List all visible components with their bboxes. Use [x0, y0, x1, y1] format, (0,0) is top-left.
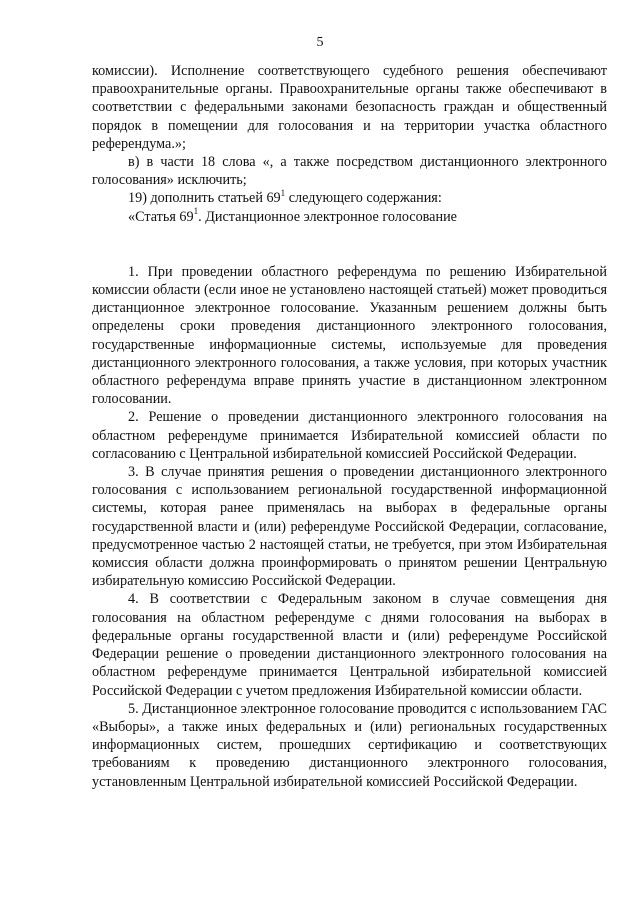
item-19-superscript: 1 [280, 187, 286, 198]
article-paragraph-2: 2. Решение о проведении дистанционного электронного голосования на областном референдуме принимается Избирательной комиссией области по согласованию с Центральной избирательной комиссией Российской Федерации. [92, 409, 607, 462]
document-body [92, 62, 607, 791]
article-paragraph-4: 4. В соответствии с Федеральным законом в случае совмещения дня голосования на областном референдуме с днями голосования на выборах в федеральные органы государственной власти и (или) референдуме Российской Федерации решение о проведении дистанционного электронного голосования на областном референдуме принимается Центральной избирательной комиссией Российской Федерации с учетом предложения Избирательной комиссии области. [92, 591, 607, 699]
article-heading-text: «Статья 69 [128, 208, 194, 225]
article-heading [92, 205, 607, 226]
item-19-text-end: следующего содержания: [285, 190, 442, 207]
article-paragraph-1: 1. При проведении областного референдума по решению Избирательной комиссии области (если иное не установлено настоящей статьей) может проводиться дистанционное электронное голосование. Указанным решением должны быть определены сроки проведения дистанционного электронного голосования, государственные информационные системы, используемые для проведения дистанционного электронного голосования, а также условия, при которых участник областного референдума вправе принять участие в дистанционном электронном голосовании. [92, 263, 607, 408]
paragraph-commission-continuation: комиссии). Исполнение соответствующего судебного решения обеспечивают правоохранительные органы. Правоохранительные органы также обеспечивают в соответствии с федеральными законами безопасность граждан и общественный порядок в помещении для голосования и на территории участка областного референдума.»; [92, 63, 607, 152]
article-paragraph-5: 5. Дистанционное электронное голосование проводится с использованием ГАС «Выборы», а также иных федеральных и (или) региональных государственных информационных систем, прошедших сертификацию и соответствующих требованиям к проведению дистанционного электронного голосования, установленным Центральной избирательной комиссией Российской Федерации. [92, 700, 607, 790]
paragraph-item-v: в) в части 18 слова «, а также посредством дистанционного электронного голосования» исключить; [92, 154, 607, 189]
item-19-text: 19) дополнить статьей 69 [128, 190, 281, 207]
page-number: 5 [316, 35, 324, 50]
article-paragraph-3: 3. В случае принятия решения о проведении дистанционного электронного голосования с использованием региональной государственной информационной системы, которая ранее применялась на выборах в федеральные органы государственной власти и (или) референдуме Российской Федерации, согласование, предусмотренное частью 2 настоящей статьи, не требуется, при этом Избирательная комиссия области должна проинформировать о принятом решении Центральную избирательную комиссию Российской Федерации. [92, 464, 607, 590]
paragraph-item-19 [92, 189, 607, 207]
article-heading-title: . Дистанционное электронное голосование [198, 208, 457, 225]
article-heading-superscript: 1 [193, 205, 199, 216]
